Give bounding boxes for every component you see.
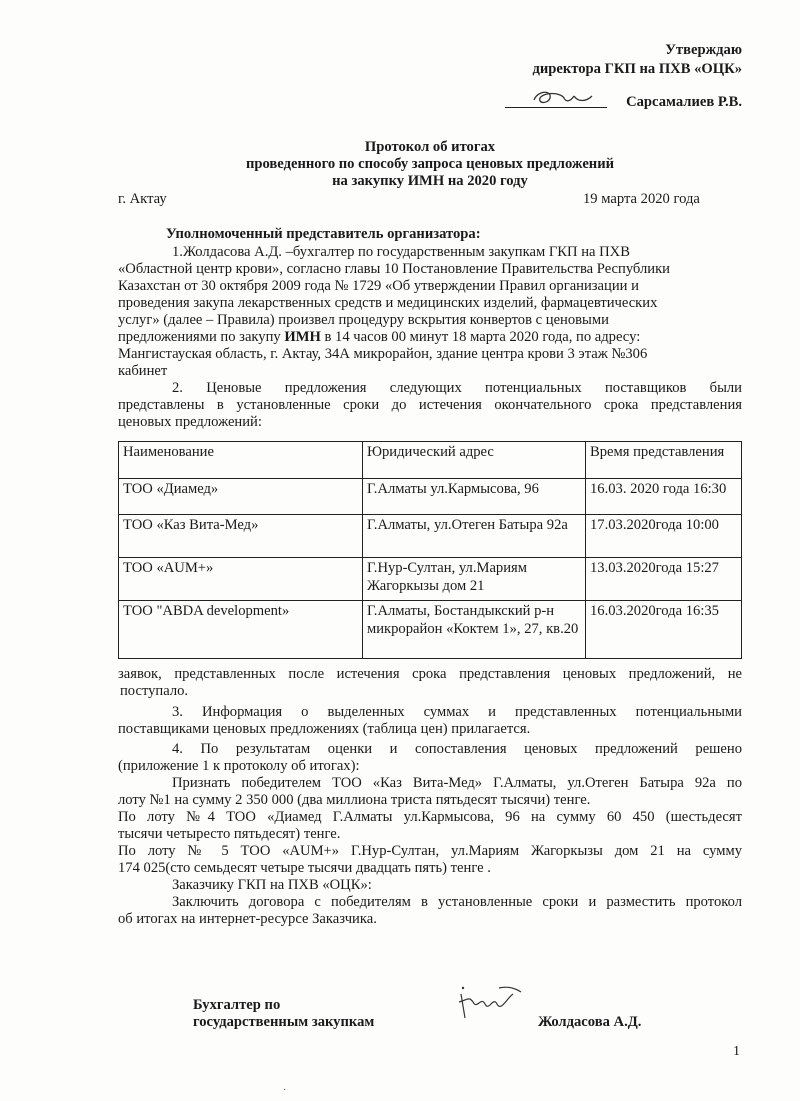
p4-line: 4. По результатам оценки и сопоставления ценовых предложений решено [172,741,742,757]
p4-line: По лоту № 5 ТОО «AUM+» Г.Нур-Султан, ул.Мариям Жагоркызы дом 21 на сумму [118,843,742,859]
p1-line: Казахстан от 30 октября 2009 года № 1729 «Об утверждении Правил организации и [118,278,639,294]
table-row [119,515,742,558]
p1-line: Мангистауская область, г. Актау, 34А микрорайон, здание центра крови 3 этаж №306 [118,346,648,362]
table-row [119,479,742,515]
p1-line: услуг» (далее – Правила) произвел процедуру вскрытия конвертов с ценовыми [118,312,609,328]
p2-line: ценовых предложений: [118,414,262,430]
p4-line: Заказчику ГКП на ПХВ «ОЦК»: [172,877,372,893]
cell-name: ТОО «Диамед» [119,479,363,515]
p4-line: тысячи четыресто пятьдесят) тенге. [118,826,341,842]
table-header-row [119,442,742,479]
director-signature [530,86,600,108]
cell-address: Г.Нур-Султан, ул.Мариям Жагоркызы дом 21 [363,558,586,601]
p2-line: представлены в установленные сроки до истечения окончательного срока представления [118,397,742,413]
title-line-1: Протокол об итогах [364,139,496,155]
p4-line: Признать победителем ТОО «Каз Вита-Мед» Г.Алматы, ул.Отеген Батыра 92а по [172,775,742,791]
title-line-3: на закупку ИМН на 2020 году [332,173,528,189]
cell-name: ТОО «Каз Вита-Мед» [119,515,363,558]
header-name: Наименование [119,442,363,479]
signer-name: Жолдасова А.Д. [538,1014,642,1030]
p1-bold-item: ИМН [284,329,321,345]
p1-line: «Областной центр крови», согласно главы 10 Постановление Правительства Республики [118,261,670,277]
p1-line: 1.Жолдасова А.Д. –бухгалтер по государственным закупкам ГКП на ПХВ [172,244,630,260]
after-table-text [118,666,742,700]
p4-line: По лоту №4 ТОО «Диамед Г.Алматы ул.Кармысова, 96 на сумму 60 450 (шестьдесят [118,809,742,825]
p4-line: (приложение 1 к протоколу об итогах): [118,758,360,774]
cell-time: 17.03.2020года 10:00 [586,515,742,558]
bids-table [118,441,742,659]
p1-line: проведения закупа лекарственных средств и медицинских изделий, фармацевтических [118,295,658,311]
cell-address: Г.Алматы, Бостандыкский р-н микрорайон «Коктем 1», 27, кв.20 [363,601,586,659]
table-row [119,601,742,659]
date: 19 марта 2020 года [583,191,700,207]
accountant-signature [455,982,525,1022]
cell-time: 16.03.2020года 16:35 [586,601,742,659]
p1-line [118,329,742,346]
section-heading: Уполномоченный представитель организатора: [166,226,481,242]
p3-line: 3. Информация о выделенных суммах и представленных потенциальными [172,704,742,720]
p1-text: в 14 часов 00 минут 18 марта 2020 года, по адресу: [320,329,641,345]
p2-line: 2. Ценовые предложения следующих потенциальных поставщиков были [172,380,742,396]
table-row [119,558,742,601]
p4-line: 174 025(сто семьдесят четыре тысячи двадцать пять) тенге . [118,860,491,876]
director-signature-line [505,107,607,108]
p3-line: поставщиками ценовых предложениях (таблица цен) прилагается. [118,721,531,737]
header-address: Юридический адрес [363,442,586,479]
place: г. Актау [118,191,167,207]
cell-address: Г.Алматы ул.Кармысова, 96 [363,479,586,515]
paragraph-3 [118,704,742,738]
signer-role-line-2: государственным закупкам [193,1014,375,1030]
p4-line: об итогах на интернет-ресурсе Заказчика. [118,911,377,927]
approval-line-1: Утверждаю [665,42,742,58]
p1-line: кабинет [118,363,168,379]
cell-time: 16.03. 2020 года 16:30 [586,479,742,515]
paragraph-2 [118,380,742,431]
signer-role-line-1: Бухгалтер по [193,997,281,1013]
paragraph-4 [118,741,742,928]
p1-text: предложениями по закупу [118,329,285,345]
p4-line: лоту №1 на сумму 2 350 000 (два миллиона триста пятьдесят тысячи) тенге. [118,792,591,808]
after-table-line: поступало. [120,683,189,699]
title-line-2: проведенного по способу запроса ценовых предложений [245,156,615,172]
after-table-line: заявок, представленных после истечения срока представления ценовых предложений, не [118,666,742,682]
approval-name: Сарсамалиев Р.В. [626,94,742,110]
cell-address: Г.Алматы, ул.Отеген Батыра 92а [363,515,586,558]
cell-name: ТОО "ABDA development» [119,601,363,659]
p4-line: Заключить договора с победителям в установленные сроки и разместить протокол [172,894,742,910]
approval-line-2: директора ГКП на ПХВ «ОЦК» [532,61,742,77]
cell-name: ТОО «AUM+» [119,558,363,601]
page-number: 1 [733,1044,740,1059]
header-time: Время представления [586,442,742,479]
paragraph-1 [118,244,742,380]
cell-time: 13.03.2020года 15:27 [586,558,742,601]
scan-speck: · [283,1085,287,1096]
